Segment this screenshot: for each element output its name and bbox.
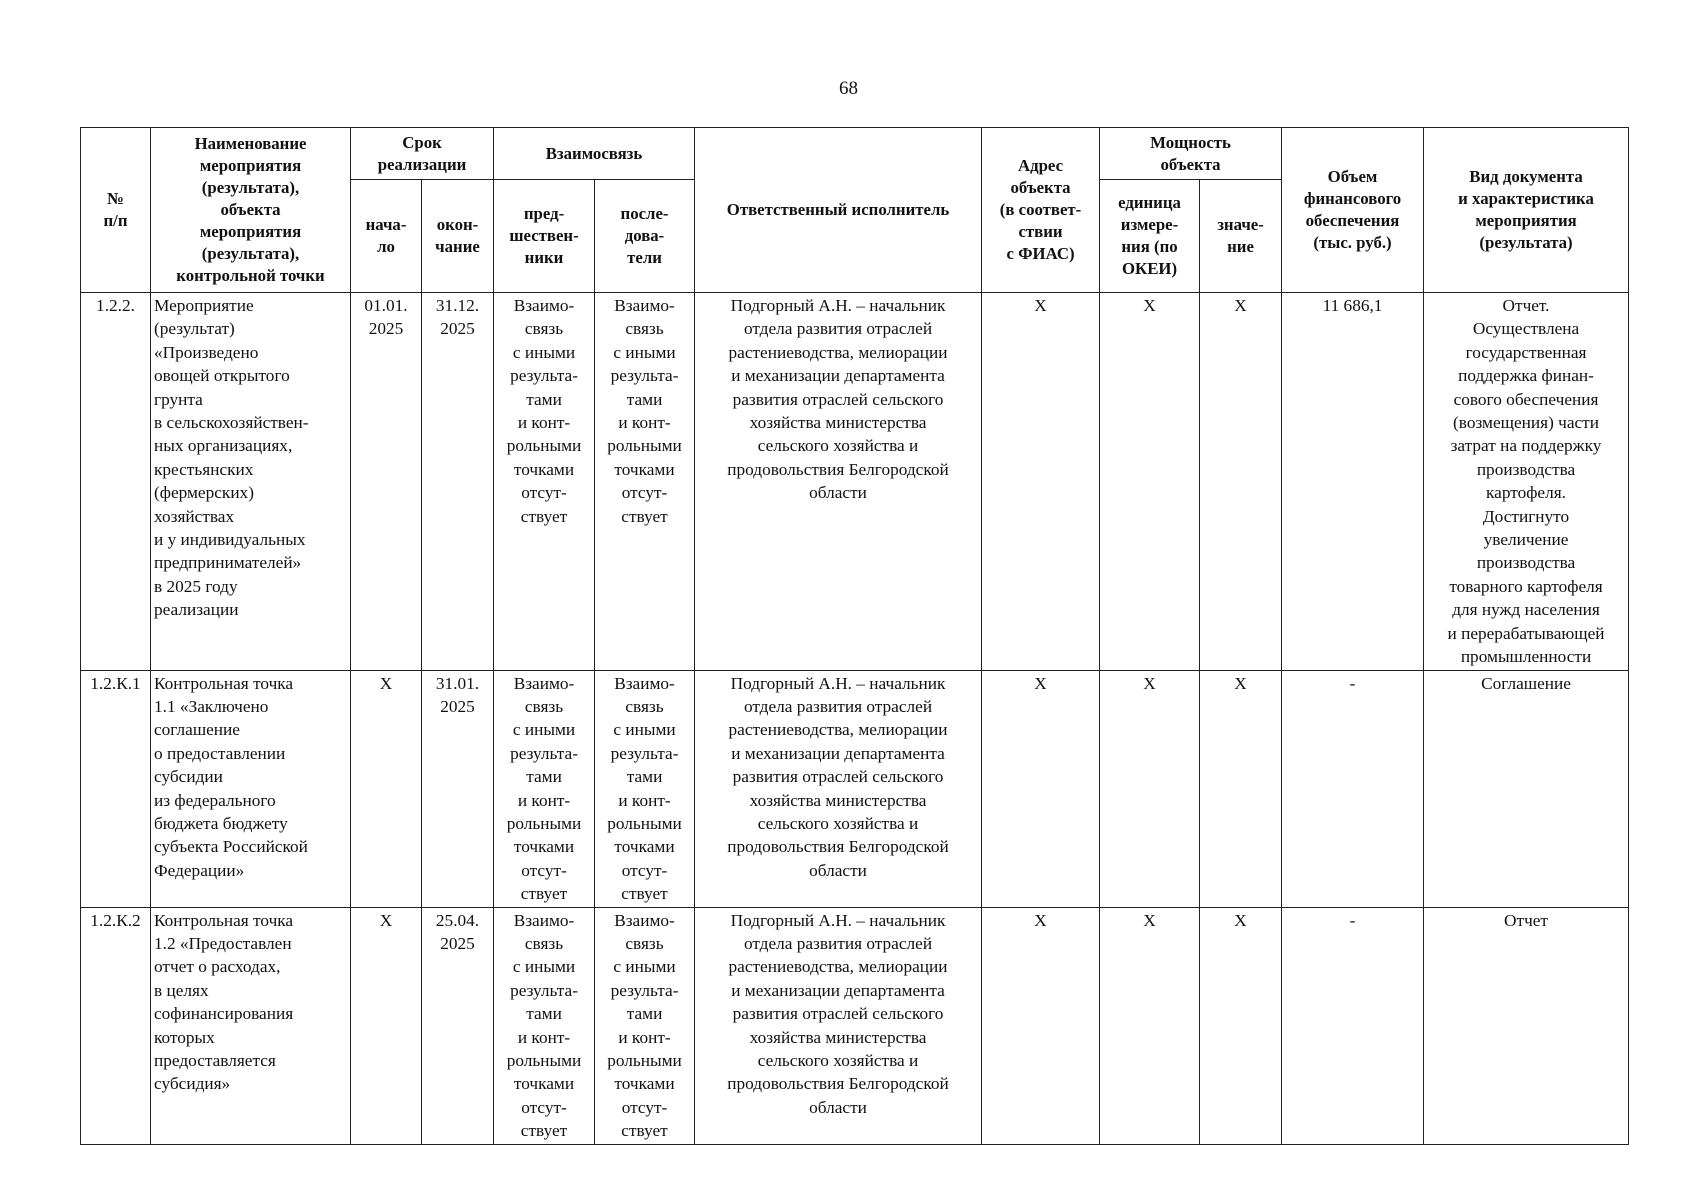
row-finance: - bbox=[1282, 907, 1424, 1144]
header-cap-unit: единица измере- ния (по ОКЕИ) bbox=[1100, 180, 1200, 293]
row-name: Контрольная точка 1.1 «Заключено соглашение о предоставлении субсидии из федерального бюджета бюджету субъекта Российской Федерации» bbox=[151, 670, 351, 907]
header-link-pred: пред- шествен- ники bbox=[494, 180, 595, 293]
row-end: 25.04. 2025 bbox=[422, 907, 494, 1144]
table-row bbox=[81, 293, 1629, 671]
row-value: Х bbox=[1200, 907, 1282, 1144]
header-name: Наименование мероприятия (результата), объекта мероприятия (результата), контрольной точки bbox=[151, 128, 351, 293]
row-address: Х bbox=[982, 907, 1100, 1144]
header-doc: Вид документа и характеристика мероприятия (результата) bbox=[1424, 128, 1629, 293]
header-term: Срок реализации bbox=[351, 128, 494, 180]
activities-table bbox=[80, 127, 1629, 1145]
row-doc: Отчет. Осуществлена государственная поддержка финан- сового обеспечения (возмещения) части затрат на поддержку производства картофеля. Достигнуто увеличение производства товарного картофеля для нужд населения и перерабатывающей промышленности bbox=[1424, 293, 1629, 671]
header-link-next: после- дова- тели bbox=[595, 180, 695, 293]
header-cap-value: значе- ние bbox=[1200, 180, 1282, 293]
header-capacity: Мощность объекта bbox=[1100, 128, 1282, 180]
row-pred: Взаимо- связь с иными результа- тами и конт- рольными точками отсут- ствует bbox=[494, 670, 595, 907]
header-term-end: окон- чание bbox=[422, 180, 494, 293]
row-unit: Х bbox=[1100, 293, 1200, 671]
table-row bbox=[81, 670, 1629, 907]
row-start: 01.01. 2025 bbox=[351, 293, 422, 671]
row-start: Х bbox=[351, 670, 422, 907]
row-pred: Взаимо- связь с иными результа- тами и конт- рольными точками отсут- ствует bbox=[494, 907, 595, 1144]
header-finance: Объем финансового обеспечения (тыс. руб.) bbox=[1282, 128, 1424, 293]
page-number: 68 bbox=[839, 78, 858, 99]
row-end: 31.12. 2025 bbox=[422, 293, 494, 671]
row-finance: 11 686,1 bbox=[1282, 293, 1424, 671]
row-finance: - bbox=[1282, 670, 1424, 907]
row-address: Х bbox=[982, 293, 1100, 671]
header-responsible: Ответственный исполнитель bbox=[695, 128, 982, 293]
header-link: Взаимосвязь bbox=[494, 128, 695, 180]
row-responsible: Подгорный А.Н. – начальник отдела развития отраслей растениеводства, мелиорации и механизации департамента развития отраслей сельского хозяйства министерства сельского хозяйства и продовольствия Белгородской области bbox=[695, 907, 982, 1144]
row-pred: Взаимо- связь с иными результа- тами и конт- рольными точками отсут- ствует bbox=[494, 293, 595, 671]
table-row bbox=[81, 907, 1629, 1144]
row-next: Взаимо- связь с иными результа- тами и конт- рольными точками отсут- ствует bbox=[595, 670, 695, 907]
row-unit: Х bbox=[1100, 670, 1200, 907]
row-value: Х bbox=[1200, 293, 1282, 671]
header-address: Адрес объекта (в соответ- ствии с ФИАС) bbox=[982, 128, 1100, 293]
header-term-start: нача- ло bbox=[351, 180, 422, 293]
row-next: Взаимо- связь с иными результа- тами и конт- рольными точками отсут- ствует bbox=[595, 907, 695, 1144]
row-name: Мероприятие (результат) «Произведено овощей открытого грунта в сельскохозяйствен- ных организациях, крестьянских (фермерских) хозяйствах и у индивидуальных предпринимателей» в 2025 году реализации bbox=[151, 293, 351, 671]
header-num: № п/п bbox=[81, 128, 151, 293]
row-unit: Х bbox=[1100, 907, 1200, 1144]
row-start: Х bbox=[351, 907, 422, 1144]
row-doc: Соглашение bbox=[1424, 670, 1629, 907]
row-next: Взаимо- связь с иными результа- тами и конт- рольными точками отсут- ствует bbox=[595, 293, 695, 671]
row-responsible: Подгорный А.Н. – начальник отдела развития отраслей растениеводства, мелиорации и механизации департамента развития отраслей сельского хозяйства министерства сельского хозяйства и продовольствия Белгородской области bbox=[695, 293, 982, 671]
row-responsible: Подгорный А.Н. – начальник отдела развития отраслей растениеводства, мелиорации и механизации департамента развития отраслей сельского хозяйства министерства сельского хозяйства и продовольствия Белгородской области bbox=[695, 670, 982, 907]
row-num: 1.2.К.1 bbox=[81, 670, 151, 907]
row-name: Контрольная точка 1.2 «Предоставлен отчет о расходах, в целях софинансирования которых предоставляется субсидия» bbox=[151, 907, 351, 1144]
row-doc: Отчет bbox=[1424, 907, 1629, 1144]
row-num: 1.2.К.2 bbox=[81, 907, 151, 1144]
row-end: 31.01. 2025 bbox=[422, 670, 494, 907]
row-address: Х bbox=[982, 670, 1100, 907]
row-value: Х bbox=[1200, 670, 1282, 907]
row-num: 1.2.2. bbox=[81, 293, 151, 671]
